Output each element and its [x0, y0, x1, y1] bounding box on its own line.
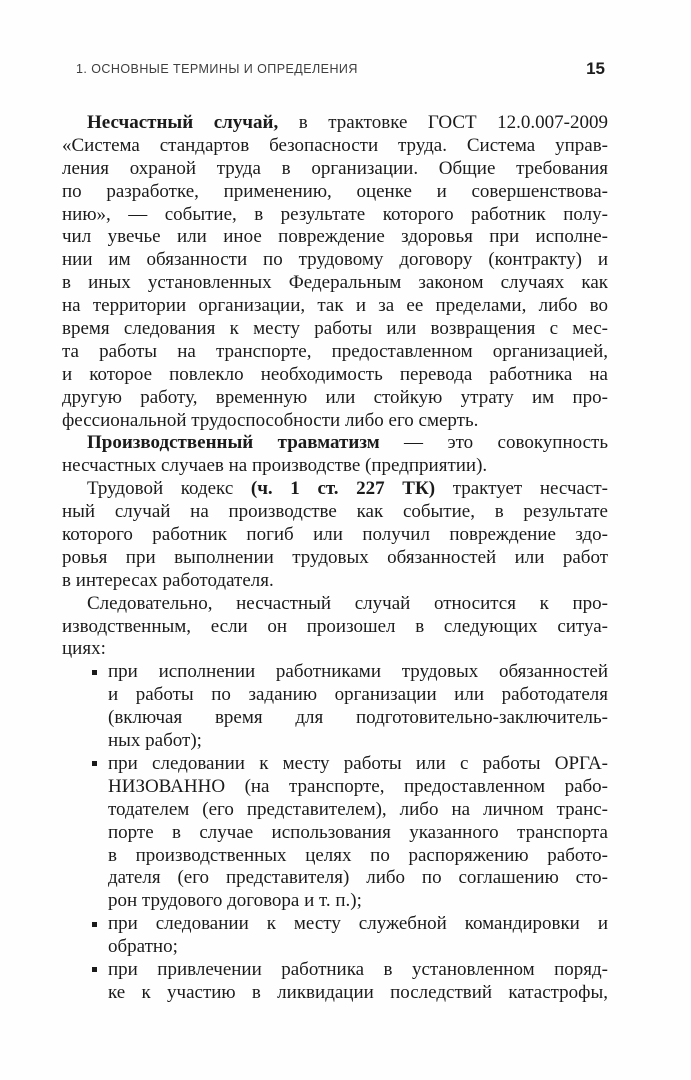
running-head-title: 1. ОСНОВНЫЕ ТЕРМИНЫ И ОПРЕДЕЛЕНИЯ [76, 62, 358, 76]
text-line [108, 913, 608, 936]
bold-text-run: (ч. 1 ст. 227 ТК) [250, 478, 436, 500]
text-line [108, 707, 608, 730]
text-line [62, 249, 608, 272]
text-line [108, 982, 608, 1005]
text-run: и которое повлекло необходимость перевода работника на [62, 363, 608, 385]
page-number: 15 [586, 59, 605, 78]
text-line [62, 112, 608, 135]
text-run: ровья при выполнении трудовых обязанностей или работ [62, 546, 608, 568]
bullet-square-icon [92, 761, 97, 766]
text-run: циях: [62, 638, 106, 660]
bullet-item [62, 913, 608, 959]
text-run: другую работу, временную или стойкую утрату им про- [62, 386, 608, 408]
text-run: — это совокупность [379, 432, 608, 454]
text-run: в иных установленных Федеральным законом случаях как [62, 272, 608, 294]
bullet-item [62, 753, 608, 913]
text-run: ления охраной труда в организации. Общие требования [62, 157, 608, 179]
text-run: (включая время для подготовительно-заключитель- [108, 707, 608, 729]
text-line [62, 455, 608, 478]
text-run: порте в случае использования указанного транспорта [108, 821, 608, 843]
text-run: время следования к месту работы или возвращения с мес- [62, 318, 608, 340]
text-run: при следовании к месту работы или с работы ОРГА- [108, 752, 608, 774]
bullet-square-icon [92, 922, 97, 927]
text-run: тодателем (его представителем), либо на личном транс- [108, 798, 608, 820]
text-line [62, 547, 608, 570]
text-run: фессиональной трудоспособности либо его смерть. [62, 409, 479, 431]
text-run: «Система стандартов безопасности труда. Система управ- [62, 134, 608, 156]
text-line [62, 638, 608, 661]
text-run: в трактовке ГОСТ 12.0.007-2009 [278, 112, 608, 133]
text-line [108, 661, 608, 684]
text-run: изводственным, если он произошел в следующих ситуа- [62, 615, 608, 637]
paragraph [62, 593, 608, 662]
paragraph [62, 478, 608, 592]
text-run: дателя (его представителя) либо по соглашению сто- [108, 867, 608, 889]
text-line [108, 959, 608, 982]
bullet-item [62, 661, 608, 753]
text-run: нии им обязанности по трудовому договору (контракту) и [62, 249, 608, 271]
text-line [108, 890, 608, 913]
text-run: чил увечье или иное повреждение здоровья при исполне- [62, 226, 608, 248]
text-line [108, 845, 608, 868]
text-line [108, 730, 608, 753]
text-run: рон трудового договора и т. п.); [108, 890, 362, 912]
bold-text-run: Производственный травматизм [87, 432, 380, 454]
bullet-square-icon [92, 967, 97, 972]
bullet-square-icon [92, 670, 97, 675]
paragraph [62, 432, 608, 478]
paragraph [62, 112, 608, 432]
text-run: НИЗОВАННО (на транспорте, предоставленном рабо- [108, 775, 608, 797]
text-line [62, 226, 608, 249]
text-line [62, 616, 608, 639]
text-line [62, 181, 608, 204]
text-line [108, 776, 608, 799]
text-line [108, 753, 608, 776]
text-line [62, 272, 608, 295]
text-run: при исполнении работниками трудовых обязанностей [108, 661, 608, 683]
text-run: Трудовой кодекс [87, 478, 251, 500]
text-run: ке к участию в ликвидации последствий катастрофы, [108, 981, 608, 1003]
text-line [62, 387, 608, 410]
text-run: и работы по заданию организации или работодателя [108, 684, 608, 706]
text-run: при следовании к месту служебной командировки и [108, 913, 608, 935]
text-run: в интересах работодателя. [62, 569, 274, 591]
text-line [62, 501, 608, 524]
text-line [62, 158, 608, 181]
text-line [62, 204, 608, 227]
text-line [62, 410, 608, 433]
text-line [62, 364, 608, 387]
text-run: трактует несчаст- [435, 478, 608, 500]
text-line [108, 867, 608, 890]
text-line [108, 799, 608, 822]
text-line [62, 295, 608, 318]
text-line [62, 478, 608, 501]
text-line [62, 593, 608, 616]
text-run: несчастных случаев на производстве (предприятии). [62, 455, 488, 477]
text-line [62, 318, 608, 341]
bullet-item [62, 959, 608, 1005]
text-run: обратно; [108, 936, 178, 958]
text-line [108, 936, 608, 959]
text-run: при привлечении работника в установленном поряд- [108, 958, 608, 980]
text-run: в производственных целях по распоряжению работо- [108, 844, 608, 866]
text-run: нию», — событие, в результате которого работник полу- [62, 203, 608, 225]
text-line [62, 135, 608, 158]
text-line [62, 570, 608, 593]
text-run: Следовательно, несчастный случай относится к про- [87, 592, 608, 614]
text-line [62, 524, 608, 547]
text-run: та работы на транспорте, предоставленном организацией, [62, 340, 608, 362]
text-run: на территории организации, так и за ее пределами, либо во [62, 295, 608, 317]
text-line [108, 822, 608, 845]
text-run: ный случай на производстве как событие, в результате [62, 501, 608, 523]
bold-text-run: Несчастный случай, [87, 112, 279, 133]
text-block [62, 112, 608, 1005]
text-run: по разработке, применению, оценке и совершенствова- [62, 180, 608, 202]
text-run: ных работ); [108, 730, 202, 752]
text-line [108, 684, 608, 707]
text-line [62, 341, 608, 364]
text-run: которого работник погиб или получил повреждение здо- [62, 524, 608, 546]
text-line [62, 432, 608, 455]
